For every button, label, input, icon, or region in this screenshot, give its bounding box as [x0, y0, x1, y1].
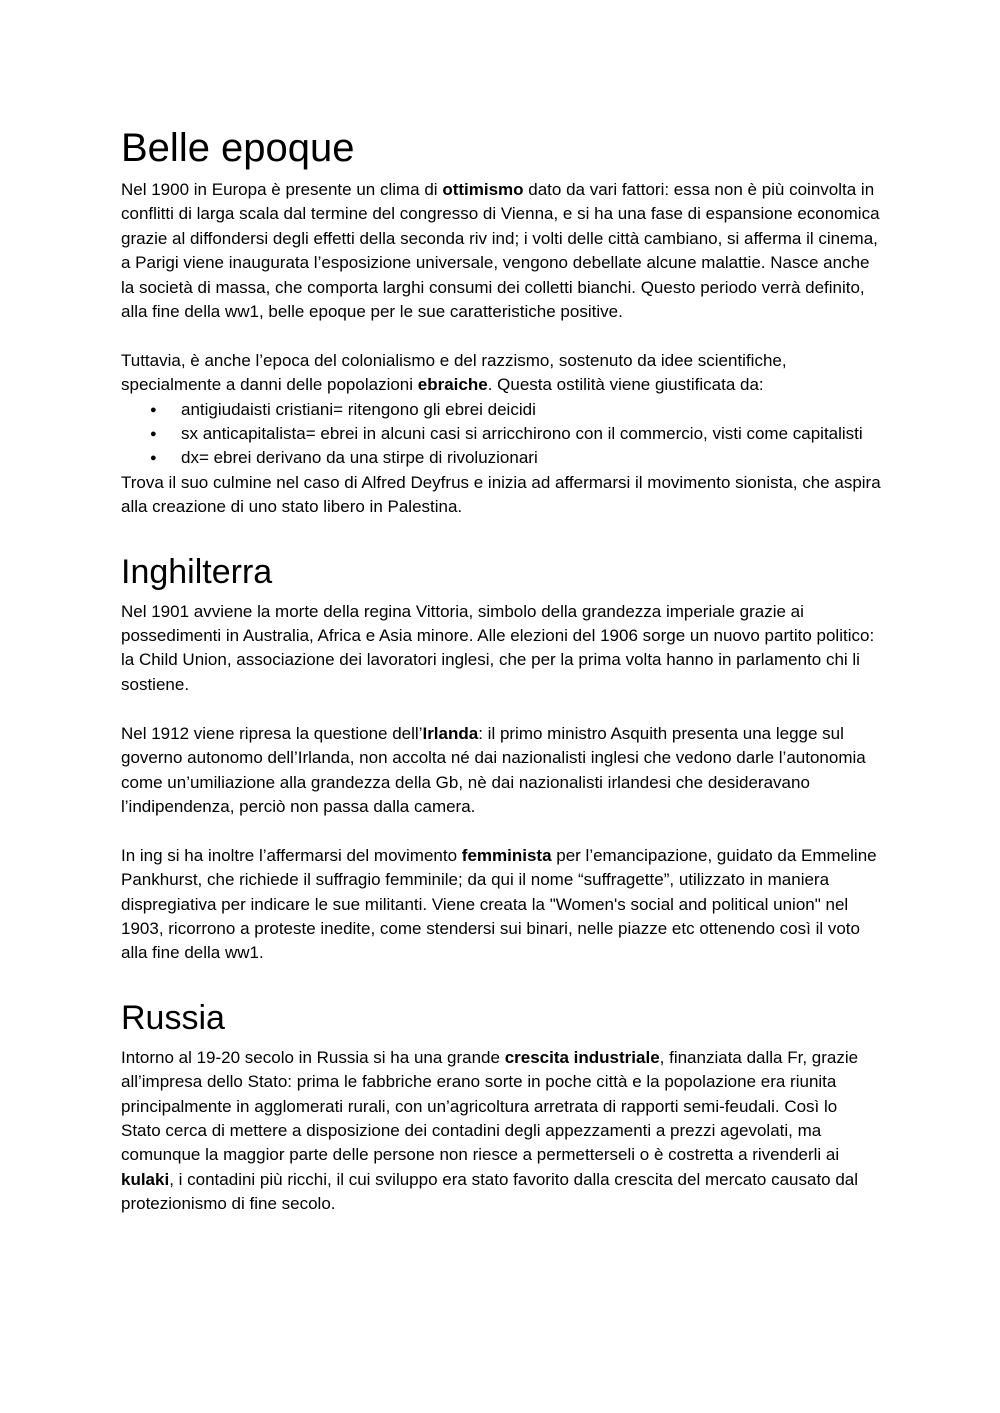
bullet-list: [121, 398, 881, 471]
text-run: per l’emancipazione, guidato da Emmeline Pankhurst, che richiede il suffragio femminile; da qui il nome “suffragette”, utilizzato in maniera dispregiativa per indicare le sue militanti. Viene creata la "Women's social and political union" nel 1903, ricorrono a proteste inedite, come stendersi sui binari, nelle piazze etc ottenendo così il voto alla fine della ww1.: [121, 845, 877, 963]
paragraph: [121, 1046, 881, 1217]
bold-term: ebraiche: [417, 375, 488, 395]
bold-term: ottimismo: [442, 180, 524, 199]
text-run: Nel 1912 viene ripresa la questione dell’: [121, 723, 423, 743]
text-run: Nel 1900 in Europa è presente un clima di: [121, 180, 443, 199]
bold-term: Irlanda: [422, 723, 479, 743]
list-item: ● antigiudaisti cristiani= ritengono gli ebrei deicidi: [121, 398, 881, 422]
paragraph: [121, 722, 881, 820]
heading-belle-epoque: Belle epoque: [121, 126, 355, 170]
text-run: , finanziata dalla Fr, grazie all’impresa dello Stato: prima le fabbriche erano sorte in poche città e la popolazione era riunita principalmente in agglomerati rurali, con un’agricoltura arretrata di rapporti semi-feudali. Così lo Stato cerca di mettere a disposizione dei contadini degli appezzamenti a prezzi agevolati, ma comunque la maggior parte delle persone non riesce a permetterseli o è costretta a rivenderli ai: [121, 1047, 859, 1165]
bold-term: crescita industriale: [504, 1047, 660, 1067]
paragraph: [121, 349, 881, 398]
text-run: , i contadini più ricchi, il cui sviluppo era stato favorito dalla crescita del mercato causato dal protezionismo di fine secolo.: [121, 1169, 859, 1214]
text-run: Intorno al 19-20 secolo in Russia si ha una grande: [121, 1047, 505, 1067]
paragraph: Nel 1901 avviene la morte della regina Vittoria, simbolo della grandezza imperiale grazie ai possedimenti in Australia, Africa e Asia minore. Alle elezioni del 1906 sorge un nuovo partito politico: la Child Union, associazione dei lavoratori inglesi, che per la prima volta hanno in parlamento chi li sostiene.: [121, 601, 875, 694]
heading-inghilterra: Inghilterra: [121, 552, 273, 591]
list-item: ● dx= ebrei derivano da una stirpe di rivoluzionari: [121, 446, 881, 470]
text-run: Tuttavia, è anche l’epoca del colonialismo e del razzismo, sostenuto da idee scientifiche, specialmente a danni delle popolazioni: [121, 350, 787, 395]
heading-russia: Russia: [121, 998, 225, 1037]
bold-term: femminista: [461, 845, 552, 865]
text-run: . Questa ostilità viene giustificata da:: [487, 375, 764, 395]
text-run: : il primo ministro Asquith presenta una legge sul governo autonomo dell’Irlanda, non accolta né dai nazionalisti inglesi che vedono darle l’autonomia come un’umiliazione alla grandezza della Gb, nè dai nazionalisti irlandesi che desideravano l’indipendenza, perciò non passa dalla camera.: [121, 723, 866, 816]
paragraph: Trova il suo culmine nel caso di Alfred Deyfrus e inizia ad affermarsi il movimento sionista, che aspira alla creazione di uno stato libero in Palestina.: [121, 472, 881, 517]
document-page: [121, 122, 881, 1217]
paragraph: [121, 844, 881, 966]
list-item: ● sx anticapitalista= ebrei in alcuni casi si arricchirono con il commercio, visti come capitalisti: [121, 422, 881, 446]
text-run: dato da vari fattori: essa non è più coinvolta in conflitti di larga scala dal termine del congresso di Vienna, e si ha una fase di espansione economica grazie al diffondersi degli effetti della seconda riv ind; i volti delle città cambiano, si afferma il cinema, a Parigi viene inaugurata l’esposizione universale, vengono debellate alcune malattie. Nasce anche la società di massa, che comporta larghi consumi dei colletti bianchi. Questo periodo verrà definito, alla fine della ww1, belle epoque per le sue caratteristiche positive.: [121, 180, 880, 322]
paragraph: [121, 178, 881, 324]
bold-term: kulaki: [121, 1169, 170, 1189]
text-run: In ing si ha inoltre l’affermarsi del movimento: [121, 845, 462, 865]
